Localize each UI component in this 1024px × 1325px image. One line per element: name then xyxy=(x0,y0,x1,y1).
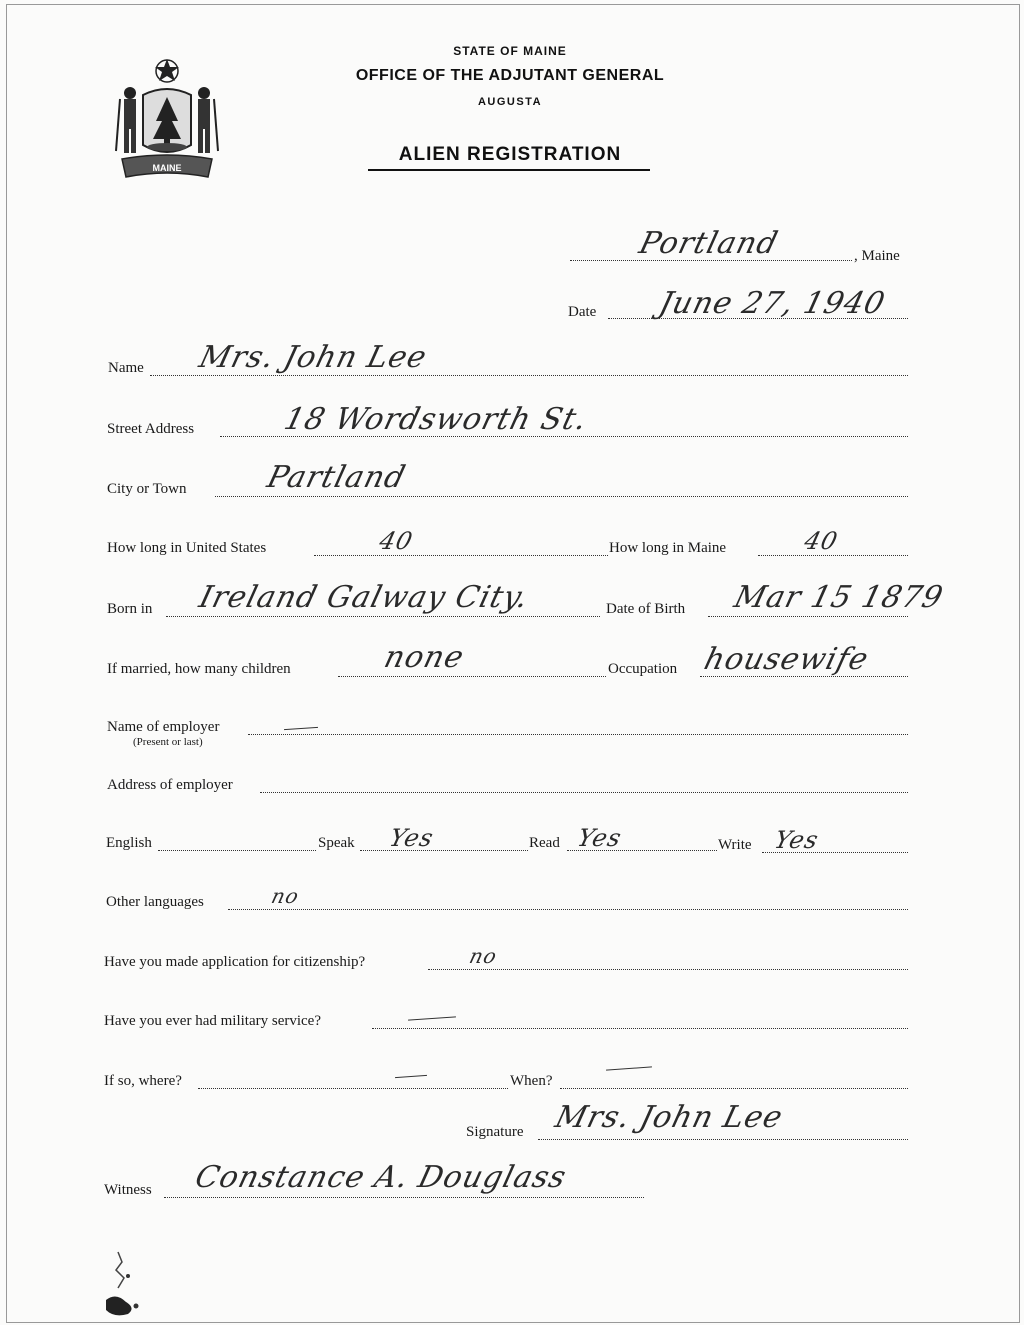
other-languages-value: no xyxy=(269,884,302,908)
title-underline xyxy=(368,169,650,171)
witness-line xyxy=(164,1197,644,1198)
write-value: Yes xyxy=(771,826,822,854)
children-value: none xyxy=(380,640,468,675)
occupation-label: Occupation xyxy=(608,661,678,677)
other-languages-label: Other languages xyxy=(106,894,204,910)
english-line xyxy=(158,850,316,851)
date-of-birth-value: Mar 15 1879 xyxy=(730,580,947,615)
military-label: Have you ever had military service? xyxy=(104,1013,321,1029)
children-line xyxy=(338,676,606,677)
how-long-maine-line xyxy=(758,555,908,556)
when-line xyxy=(560,1088,908,1089)
how-long-maine-value: 40 xyxy=(801,527,842,555)
speak-line xyxy=(360,850,528,851)
if-so-where-label: If so, where? xyxy=(104,1073,182,1089)
street-address-label: Street Address xyxy=(107,421,195,437)
city-line xyxy=(215,496,908,497)
speak-label: Speak xyxy=(318,835,355,851)
read-label: Read xyxy=(529,835,560,851)
date-of-birth-line xyxy=(708,616,908,617)
name-line xyxy=(150,375,908,376)
city-value: Partland xyxy=(263,460,410,495)
witness-value: Constance A. Douglass xyxy=(191,1160,571,1195)
born-in-value: Ireland Galway City. xyxy=(195,580,533,615)
ink-blot xyxy=(98,1248,144,1318)
employer-name-label: Name of employer xyxy=(107,719,220,735)
how-long-us-label: How long in United States xyxy=(107,540,267,556)
place-suffix: , Maine xyxy=(854,248,900,264)
street-address-value: 18 Wordsworth St. xyxy=(280,402,592,437)
date-value: June 27, 1940 xyxy=(655,286,889,321)
if-so-where-line xyxy=(198,1088,508,1089)
citizenship-line xyxy=(428,969,908,970)
born-in-line xyxy=(166,616,600,617)
seal-ribbon-text: MAINE xyxy=(152,163,182,173)
employer-address-label: Address of employer xyxy=(107,777,233,793)
signature-line xyxy=(538,1139,908,1140)
state-heading: STATE OF MAINE xyxy=(453,44,567,58)
form-title: ALIEN REGISTRATION xyxy=(398,144,622,165)
citizenship-value: no xyxy=(467,944,500,968)
born-in-label: Born in xyxy=(107,601,153,617)
date-label: Date xyxy=(568,304,597,320)
city-heading: AUGUSTA xyxy=(477,96,543,108)
witness-label: Witness xyxy=(104,1182,152,1198)
english-label: English xyxy=(106,835,152,851)
how-long-us-value: 40 xyxy=(376,527,417,555)
signature-label: Signature xyxy=(466,1124,524,1140)
signature-value: Mrs. John Lee xyxy=(551,1100,787,1135)
when-label: When? xyxy=(510,1073,553,1089)
how-long-us-line xyxy=(314,555,608,556)
write-label: Write xyxy=(718,837,752,853)
citizenship-label: Have you made application for citizenship? xyxy=(104,954,366,970)
military-line xyxy=(372,1028,908,1029)
name-label: Name xyxy=(108,360,144,376)
occupation-value: housewife xyxy=(700,642,873,677)
how-long-maine-label: How long in Maine xyxy=(609,540,727,556)
read-value: Yes xyxy=(574,824,625,852)
children-label: If married, how many children xyxy=(107,661,291,677)
state-seal-icon xyxy=(108,55,226,185)
employer-name-line xyxy=(248,734,908,735)
employer-name-sublabel: (Present or last) xyxy=(133,736,203,748)
city-label: City or Town xyxy=(107,481,187,497)
other-languages-line xyxy=(228,909,908,910)
place-value: Portland xyxy=(635,226,782,261)
employer-address-line xyxy=(260,792,908,793)
office-heading: OFFICE OF THE ADJUTANT GENERAL xyxy=(355,67,665,84)
name-value: Mrs. John Lee xyxy=(195,340,431,375)
date-of-birth-label: Date of Birth xyxy=(606,601,686,617)
speak-value: Yes xyxy=(386,824,437,852)
